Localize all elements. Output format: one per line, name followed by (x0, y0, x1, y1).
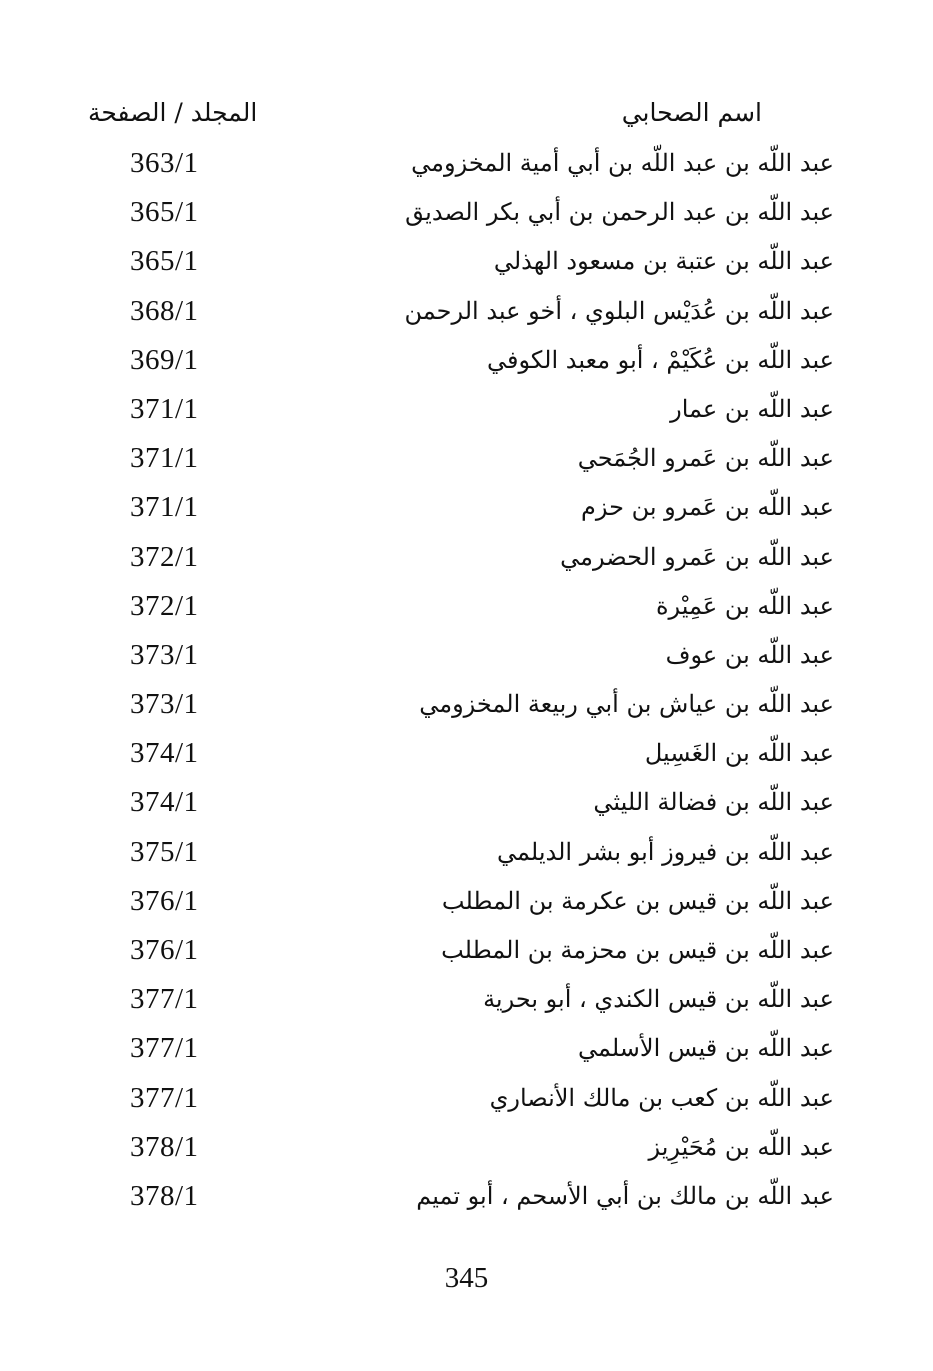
companion-name: عبد اللّه بن عبد الرحمن بن أبي بكر الصديق (405, 198, 834, 227)
index-entry (80, 391, 840, 440)
index-entry (80, 489, 840, 538)
companion-name: عبد اللّه بن كعب بن مالك الأنصاري (489, 1083, 834, 1112)
index-entry (80, 932, 840, 981)
volume-page-ref: 368/1 (130, 294, 199, 327)
volume-page-ref: 373/1 (130, 638, 199, 671)
companion-name: عبد اللّه بن مُحَيْرِيز (648, 1132, 834, 1161)
volume-page-ref: 365/1 (130, 196, 199, 229)
companion-name: عبد اللّه بن مالك بن أبي الأسحم ، أبو تميم (416, 1181, 834, 1210)
index-entry (80, 145, 840, 194)
volume-page-ref: 371/1 (130, 442, 199, 475)
companions-index-list (80, 145, 840, 1227)
companion-name-column-header: اسم الصحابي (621, 98, 762, 127)
companion-name: عبد اللّه بن عُكَيْمْ ، أبو معبد الكوفي (487, 345, 834, 374)
volume-page-ref: 378/1 (130, 1130, 199, 1163)
volume-page-ref: 372/1 (130, 589, 199, 622)
index-entry (80, 293, 840, 342)
companion-name: عبد اللّه بن فيروز أبو بشر الديلمي (497, 837, 834, 866)
volume-page-column-header: المجلد / الصفحة (88, 98, 258, 127)
companion-name: عبد اللّه بن عبد اللّه بن أبي أمية المخزومي (411, 149, 834, 177)
index-entry (80, 243, 840, 292)
volume-page-ref: 374/1 (130, 786, 199, 819)
companion-name: عبد اللّه بن عمار (670, 394, 834, 423)
volume-page-ref: 369/1 (130, 343, 199, 376)
index-entry (80, 194, 840, 243)
index-entry (80, 883, 840, 932)
index-entry (80, 1178, 840, 1227)
companion-name: عبد اللّه بن عياش بن أبي ربيعة المخزومي (419, 690, 834, 719)
index-entry (80, 539, 840, 588)
companion-name: عبد اللّه بن عوف (665, 640, 834, 669)
companion-name: عبد اللّه بن عَمِيْرة (655, 591, 834, 620)
volume-page-ref: 373/1 (130, 688, 199, 721)
companion-name: عبد اللّه بن قيس الكندي ، أبو بحرية (483, 985, 834, 1014)
index-entry (80, 1080, 840, 1129)
volume-page-ref: 375/1 (130, 835, 199, 868)
volume-page-ref: 377/1 (130, 1081, 199, 1114)
volume-page-ref: 374/1 (130, 737, 199, 770)
index-entry (80, 588, 840, 637)
companion-name: عبد اللّه بن عَمرو الحضرمي (560, 542, 834, 571)
index-entry (80, 784, 840, 833)
companion-name: عبد اللّه بن عُدَيْس البلوي ، أخو عبد الرحمن (404, 296, 834, 325)
companion-name: عبد اللّه بن عَمرو بن حزم (581, 493, 834, 522)
volume-page-ref: 376/1 (130, 934, 199, 966)
index-entry (80, 1129, 840, 1178)
volume-page-ref: 377/1 (130, 983, 199, 1016)
page-number: 345 (444, 1262, 489, 1294)
index-entry (80, 342, 840, 391)
table-header (80, 98, 840, 138)
index-entry (80, 981, 840, 1030)
companion-name: عبد اللّه بن الغَسِيل (644, 739, 834, 768)
companion-name: عبد اللّه بن قيس بن عكرمة بن المطلب (441, 886, 834, 915)
index-entry (80, 735, 840, 784)
companion-name: عبد اللّه بن قيس الأسلمي (577, 1034, 834, 1063)
index-entry (80, 686, 840, 735)
volume-page-ref: 372/1 (130, 540, 199, 573)
volume-page-ref: 377/1 (130, 1032, 199, 1065)
index-entry (80, 834, 840, 883)
volume-page-ref: 363/1 (130, 147, 199, 179)
index-entry (80, 637, 840, 686)
index-entry (80, 440, 840, 489)
companion-name: عبد اللّه بن فضالة الليثي (593, 788, 834, 817)
companion-name: عبد اللّه بن عتبة بن مسعود الهذلي (493, 247, 834, 276)
volume-page-ref: 371/1 (130, 392, 199, 425)
companion-name: عبد اللّه بن عَمرو الجُمَحي (577, 444, 834, 473)
volume-page-ref: 371/1 (130, 491, 199, 524)
companion-name: عبد اللّه بن قيس بن محزمة بن المطلب (441, 936, 834, 964)
volume-page-ref: 378/1 (130, 1179, 199, 1212)
volume-page-ref: 365/1 (130, 245, 199, 278)
volume-page-ref: 376/1 (130, 884, 199, 917)
index-entry (80, 1030, 840, 1079)
